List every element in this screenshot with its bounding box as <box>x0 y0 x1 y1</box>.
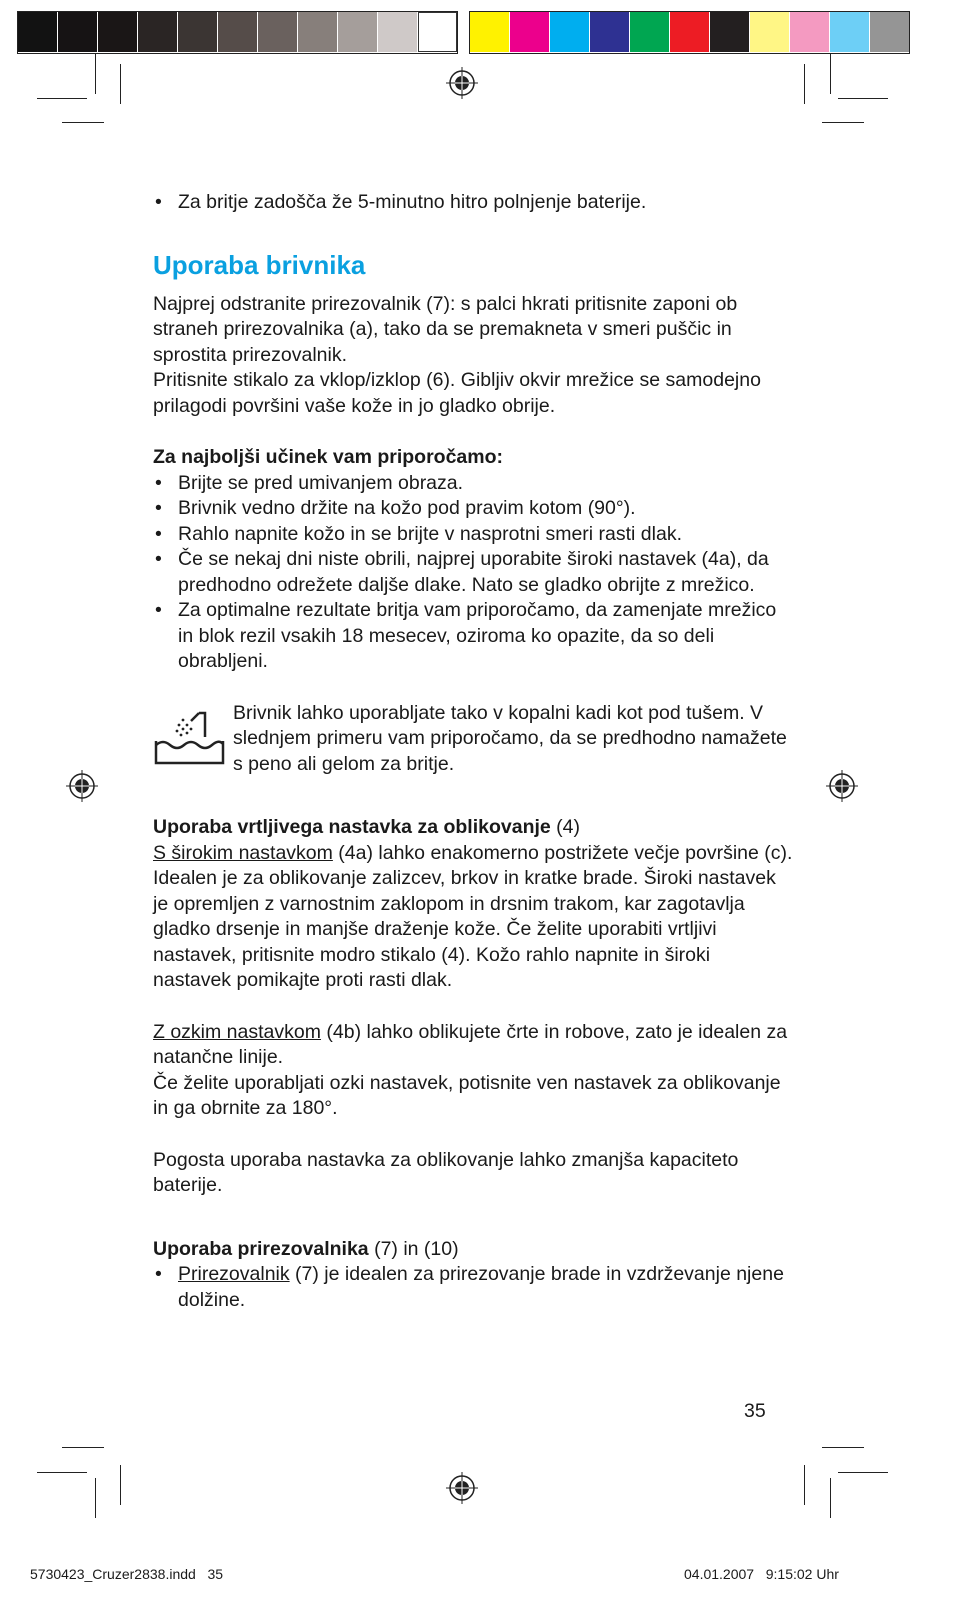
shower-bath-icon <box>153 707 227 769</box>
shower-text: Brivnik lahko uporabljate tako v kopalni kadi kot pod tušem. V slednjem primeru vam priporočamo, da se predhodno namažete s peno ali gelom za britje. <box>233 701 787 775</box>
trimmer-text: (7) je idealen za prirezovanje brade in vzdrževanje njene dolžine. <box>178 1263 784 1311</box>
crop-mark <box>120 64 121 104</box>
tips-title: Za najboljši učinek vam priporočamo: <box>153 446 504 468</box>
page-number: 35 <box>744 1400 766 1422</box>
styler-wide-paragraph <box>153 841 793 867</box>
trimmer-title <box>153 1237 793 1263</box>
wide-attachment-text: (4a) lahko enakomerno postrižete večje površine (c). <box>332 841 793 864</box>
tips-list <box>153 471 793 675</box>
styler-title <box>153 815 793 841</box>
styler-wide-details: Idealen je za oblikovanje zalizcev, brkov in kratke brade. Široki nastavek je opremljen z varnostnim zaklopom in drsnim trakom, kar zagotavlja gladko drsenje in manjše draženje kože. Če želite uporabiti vrtljivi nastavek, pritisnite modro stikalo (4). Kožo rahlo napnite in široki nastavek pomikajte proti rasti dlak. <box>153 867 776 991</box>
trimmer-title-rest: (7) in (10) <box>368 1237 459 1260</box>
trimmer-term: Prirezovalnik <box>178 1263 290 1285</box>
crop-mark <box>62 122 104 123</box>
grayscale-bar-frame <box>17 11 458 54</box>
styler-title-rest: (4) <box>550 816 580 838</box>
list-item: • Brivnik vedno držite na kožo pod pravim kotom (90°). <box>153 496 793 522</box>
crop-mark <box>37 1472 87 1473</box>
list-item: • Za optimalne rezultate britja vam priporočamo, da zamenjate mrežico in blok rezil vsakih 18 mesecev, oziroma ko opazite, da so deli obrabljeni. <box>153 598 793 675</box>
narrow-attachment-term: Z ozkim nastavkom <box>153 1020 321 1043</box>
styler-narrow-details: Če želite uporabljati ozki nastavek, potisnite ven nastavek za oblikovanje in ga obrnite za 180°. <box>153 1071 781 1119</box>
shower-note <box>153 701 793 778</box>
registration-mark-icon <box>446 67 478 99</box>
footer-filename: 5730423_Cruzer2838.indd 35 <box>30 1566 224 1582</box>
registration-mark-icon <box>826 770 858 802</box>
color-bar-frame <box>469 11 910 54</box>
paragraph-power-switch: Pritisnite stikalo za vklop/izklop (6). Gibljiv okvir mrežice se samodejno prilagodi površini vaše kože in jo gladko obrije. <box>153 369 761 417</box>
crop-mark <box>37 98 87 99</box>
styler-title-bold: Uporaba vrtljivega nastavka za oblikovanje <box>153 816 551 838</box>
paragraph-remove-trimmer: Najprej odstranite prirezovalnik (7): s palci hkrati pritisnite zaponi ob straneh prirezovalnika (a), tako da se premakneta v smeri puščic in sprostita prirezovalnik. <box>153 292 738 366</box>
crop-mark <box>62 1447 104 1448</box>
trimmer-title-bold: Uporaba prirezovalnika <box>153 1237 369 1260</box>
crop-mark <box>822 122 864 123</box>
styler-narrow-paragraph <box>153 1020 793 1071</box>
trimmer-bullet <box>153 1262 793 1313</box>
crop-mark <box>822 1447 864 1448</box>
crop-mark <box>830 1478 831 1518</box>
battery-note: Pogosta uporaba nastavka za oblikovanje lahko zmanjša kapaciteto baterije. <box>153 1148 739 1196</box>
crop-mark <box>838 1472 888 1473</box>
footer-timestamp: 04.01.2007 9:15:02 Uhr <box>684 1566 839 1582</box>
registration-mark-icon <box>446 1472 478 1504</box>
crop-mark <box>804 64 805 104</box>
narrow-attachment-text: (4b) lahko oblikujete črte in robove, zato je idealen za natančne linije. <box>153 1020 788 1068</box>
list-item: • Če se nekaj dni niste obrili, najprej uporabite široki nastavek (4a), da predhodno odrežete daljše dlake. Nato se gladko obrijte z mrežico. <box>153 547 793 598</box>
list-item: • Brijte se pred umivanjem obraza. <box>153 471 793 497</box>
section-heading: Uporaba brivnika <box>153 249 366 280</box>
list-item: • Rahlo napnite kožo in se brijte v nasprotni smeri rasti dlak. <box>153 522 793 548</box>
crop-mark <box>95 54 96 94</box>
crop-mark <box>830 54 831 94</box>
intro-bullet: • Za britje zadošča že 5-minutno hitro polnjenje baterije. <box>153 190 793 216</box>
crop-mark <box>838 98 888 99</box>
page-content <box>153 190 793 1313</box>
wide-attachment-term: S širokim nastavkom <box>153 841 333 864</box>
crop-mark <box>804 1465 805 1505</box>
registration-mark-icon <box>66 770 98 802</box>
crop-mark <box>95 1478 96 1518</box>
crop-mark <box>120 1465 121 1505</box>
